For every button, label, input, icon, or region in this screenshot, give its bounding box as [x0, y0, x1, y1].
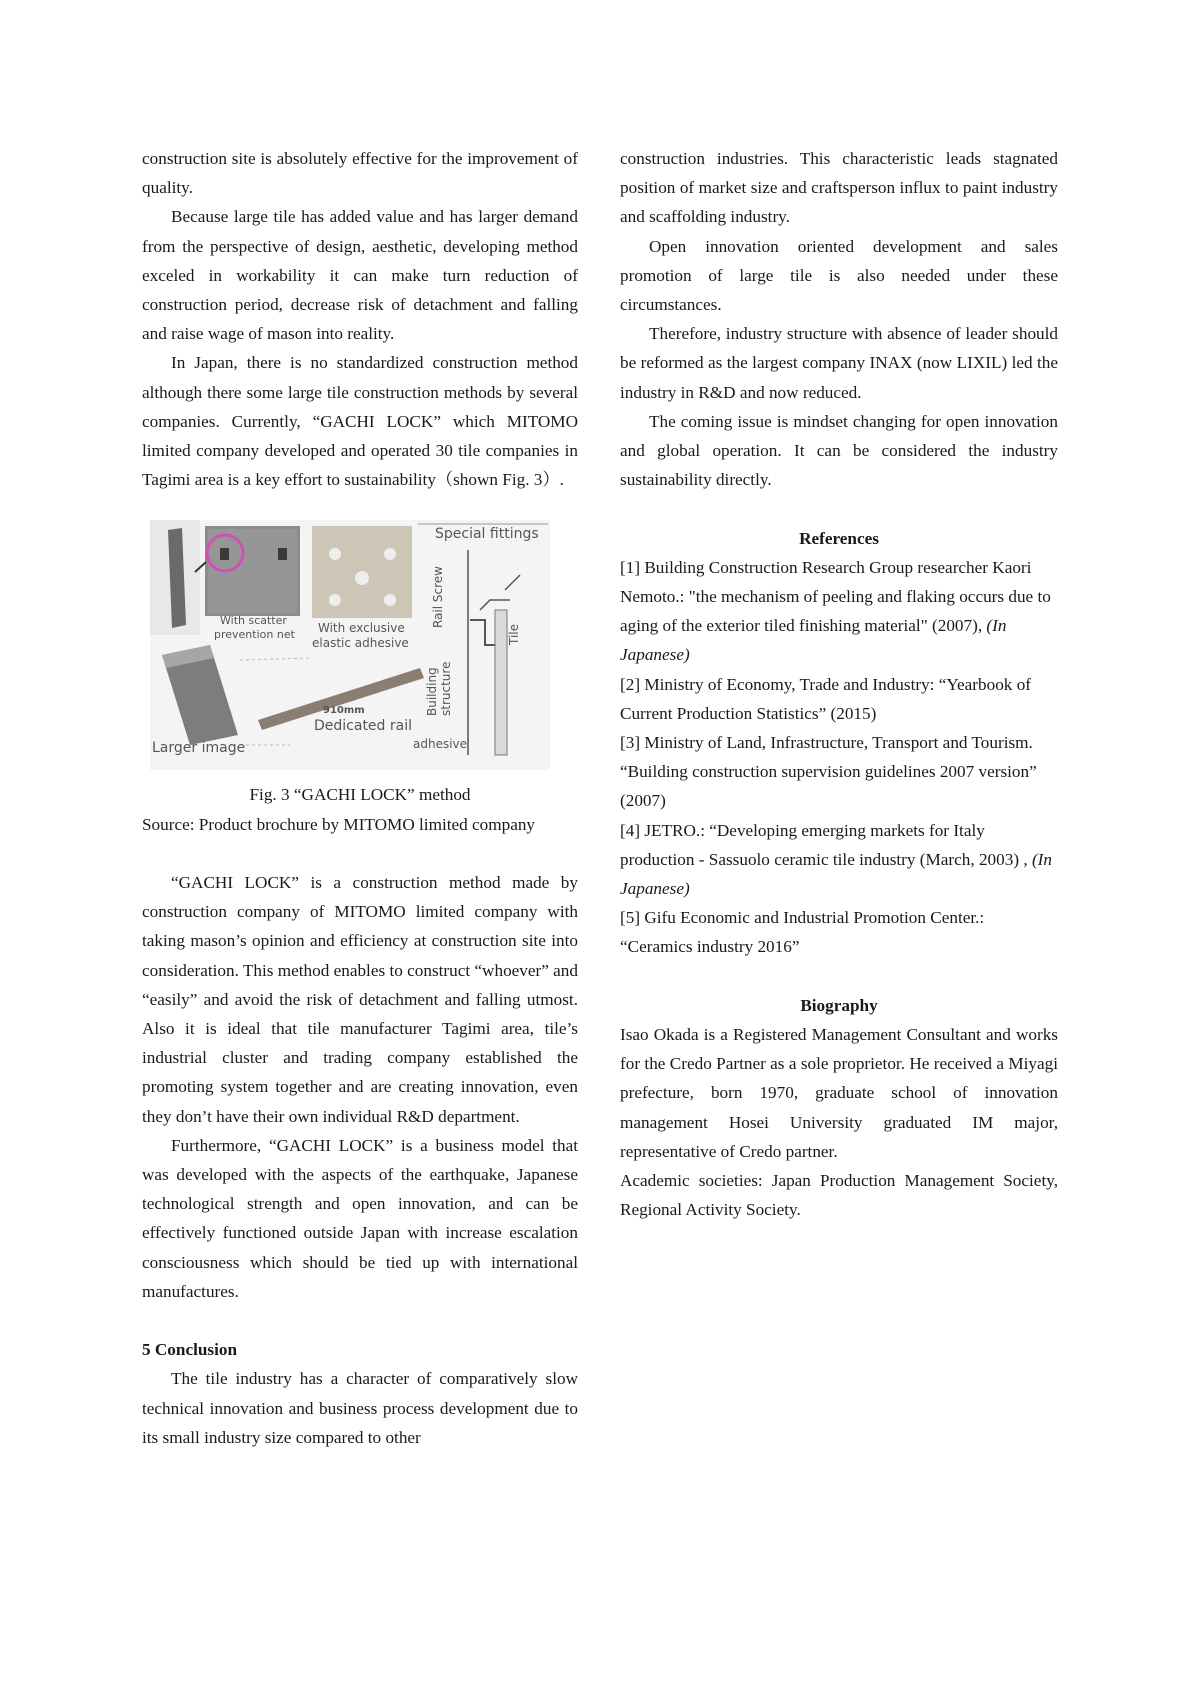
- label-dedicated-rail: Dedicated rail: [314, 718, 412, 735]
- reference-note: (In Japanese): [620, 849, 1052, 899]
- reference-item: [3] Ministry of Land, Infrastructure, Transport and Tourism. “Building construction supervision guidelines 2007 version” (2007): [620, 733, 1037, 811]
- paragraph: The coming issue is mindset changing for open innovation and global operation. It can be considered the industry sustainability directly.: [620, 411, 1058, 490]
- reference-item: [2] Ministry of Economy, Trade and Industry: “Yearbook of Current Production Statistics” (2015): [620, 674, 1032, 723]
- label-building: Building: [425, 667, 439, 717]
- reference-item: [620, 816, 1058, 904]
- figure-caption: Fig. 3 “GACHI LOCK” method: [249, 785, 471, 805]
- paragraph: Open innovation oriented development and sales promotion of large tile is also needed under these circumstances.: [620, 236, 1058, 315]
- figure-source: Source: Product brochure by MITOMO limited company: [142, 814, 536, 834]
- reference-item: [620, 553, 1058, 670]
- label-tile: Tile: [507, 624, 521, 646]
- figure-3: [150, 520, 550, 770]
- paragraph: The tile industry has a character of comparatively slow technical innovation and business process development due to its small industry size compared to other: [142, 1369, 578, 1447]
- paragraph: Therefore, industry structure with absence of leader should be reformed as the largest company INAX (now LIXIL) led the industry in R&D and now reduced.: [620, 324, 1058, 402]
- reference-text: [4] JETRO.: “Developing emerging markets for Italy production - Sassuolo ceramic tile industry (March, 2003) ,: [620, 820, 1028, 869]
- label-adhesive: adhesive: [413, 737, 468, 752]
- label-910mm: 910mm: [323, 705, 365, 717]
- spacer: [620, 962, 1058, 991]
- biography-text: Academic societies: Japan Production Management Society, Regional Activity Society.: [620, 1171, 1058, 1220]
- label-special-fittings: Special fittings: [435, 526, 539, 543]
- label-elastic-adhesive: elastic adhesive: [312, 636, 409, 651]
- reference-note: (In Japanese): [620, 616, 1007, 665]
- left-column: [142, 144, 578, 1452]
- references-heading: References: [799, 528, 879, 548]
- spacer: [620, 494, 1058, 523]
- paragraph: Furthermore, “GACHI LOCK” is a business model that was developed with the aspects of the earthquake, Japanese technological strength and open innovation, and can be effectively functioned outside Japan with increase escalation consciousness which should be tied up with international manufactures.: [142, 1135, 578, 1301]
- paragraph: “GACHI LOCK” is a construction method made by construction company of MITOMO limited company with taking mason’s opinion and efficiency at construction site into consideration. This method enables to construct “whoever” and “easily” and avoid the risk of detachment and falling utmost. Also it is ideal that tile manufacturer Tagimi area, tile’s industrial cluster and trading company established the promoting system together and are creating innovation, even they don’t have their own individual R&D department.: [142, 873, 578, 1126]
- label-structure: structure: [439, 661, 453, 717]
- paragraph: In Japan, there is no standardized construction method although there some large tile construction methods by several companies. Currently, “GACHI LOCK” which MITOMO limited company developed and operated 30 tile companies in Tagimi area is a key effort to sustainability（shown Fig. 3）.: [142, 353, 578, 490]
- label-larger-image: Larger image: [152, 740, 246, 757]
- biography-heading: Biography: [800, 995, 878, 1015]
- section-heading: 5 Conclusion: [142, 1340, 238, 1360]
- right-column: [620, 144, 1058, 1224]
- paragraph: construction industries. This characteristic leads stagnated position of market size and craftsperson influx to paint industry and scaffolding industry.: [620, 149, 1058, 227]
- figure-3-image: [150, 520, 550, 770]
- reference-text: [1] Building Construction Research Group researcher Kaori Nemoto.: "the mechanism of peeling and flaking occurs due to aging of the exterior tiled finishing material" (2007),: [620, 557, 1051, 636]
- reference-item: [5] Gifu Economic and Industrial Promotion Center.: “Ceramics industry 2016”: [620, 908, 985, 957]
- label-prevention-net: prevention net: [214, 628, 295, 642]
- paragraph: Because large tile has added value and has larger demand from the perspective of design, aesthetic, developing method exceled in workability it can make turn reduction of construction period, decrease risk of detachment and falling and raise wage of mason into reality.: [142, 207, 578, 344]
- label-rail-screw: Rail Screw: [431, 566, 445, 629]
- label-with-scatter: With scatter: [220, 614, 287, 628]
- spacer: [142, 1306, 578, 1335]
- spacer: [142, 839, 578, 868]
- paragraph: construction site is absolutely effective for the improvement of quality.: [142, 149, 578, 198]
- biography-text: Isao Okada is a Registered Management Consultant and works for the Credo Partner as a sole proprietor. He received a Miyagi prefecture, born 1970, graduate school of innovation management Hosei University graduated IM major, representative of Credo partner.: [620, 1025, 1058, 1161]
- label-with-exclusive: With exclusive: [318, 621, 405, 636]
